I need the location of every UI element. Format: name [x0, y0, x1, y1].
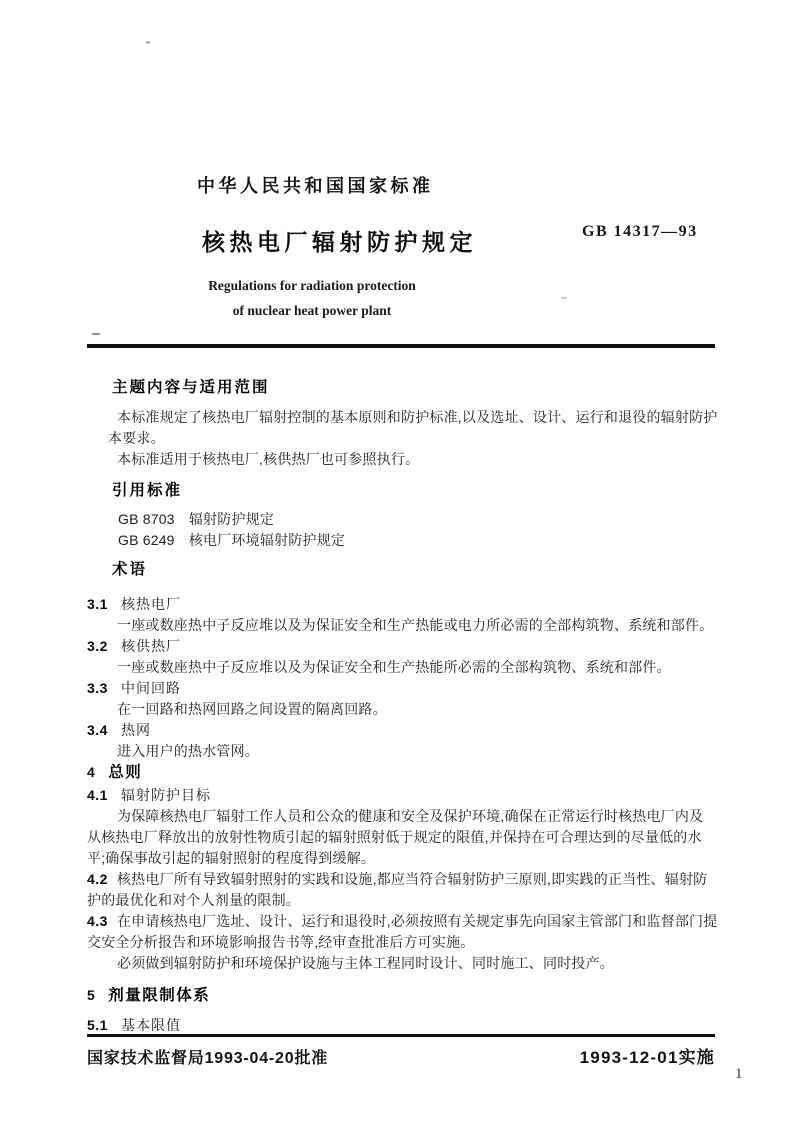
clause-heading [87, 636, 715, 657]
clause-title: 热网 [120, 722, 151, 738]
clause-number: 3.3 [87, 680, 108, 696]
clause-heading [87, 720, 715, 741]
clause-text: 核热电厂所有导致辐射照射的实践和设施,都应当符合辐射防护三原则,即实践的正当性、辐射防 [116, 871, 708, 887]
header-rule [87, 344, 715, 348]
paragraph-line: 本标准适用于核热电厂,核供热厂也可参照执行。 [117, 451, 420, 467]
clause-number: 5 [87, 987, 96, 1003]
document-title-english [87, 273, 537, 323]
scan-speck [146, 41, 150, 44]
clause-heading [87, 1015, 715, 1036]
clause-number: 3.4 [87, 722, 108, 738]
clause-title: 基本限值 [120, 1017, 181, 1033]
standard-code: GB 14317—93 [582, 223, 698, 240]
paragraph-line: 本要求。 [108, 430, 165, 446]
section-heading-dose-limits [87, 985, 715, 1006]
clause-number: 4.3 [87, 913, 108, 929]
paragraph-line: 必须做到辐射防护和环境保护设施与主体工程同时设计、同时施工、同时投产。 [117, 955, 614, 971]
clause-title: 辐射防护目标 [120, 787, 211, 803]
scan-speck [92, 333, 100, 335]
section-heading-terms: 术语 [112, 561, 148, 578]
clause-number: 3.2 [87, 638, 108, 654]
document-title: 核热电厂辐射防护规定 [202, 229, 477, 255]
clause-title: 剂量限制体系 [108, 987, 211, 1004]
clause-heading [87, 594, 715, 615]
reference-item: GB 8703 辐射防护规定 [118, 511, 275, 527]
reference-item: GB 6249 核电厂环境辐射防护规定 [118, 532, 346, 548]
standard-label: 中华人民共和国国家标准 [197, 176, 434, 196]
paragraph-line: 交安全分析报告和环境影响报告书等,经审查批准后方可实施。 [87, 934, 475, 950]
paragraph-line: 本标准规定了核热电厂辐射控制的基本原则和防护标准,以及选址、设计、运行和退役的辐射防护 [117, 409, 718, 425]
clause-number: 4 [87, 764, 96, 780]
clause-paragraph [87, 869, 715, 890]
paragraph-line: 从核热电厂释放出的放射性物质引起的辐射照射低于规定的限值,并保持在可合理达到的尽量低的水 [87, 829, 702, 845]
clause-text: 在申请核热电厂选址、设计、运行和退役时,必须按照有关规定事先向国家主管部门和监督部门提 [116, 913, 718, 929]
paragraph-line: 为保障核热电厂辐射工作人员和公众的健康和安全及保护环境,确保在正常运行时核热电厂内及 [117, 808, 704, 824]
clause-number: 3.1 [87, 596, 108, 612]
paragraph-line: 平;确保事故引起的辐射照射的程度得到缓解。 [87, 850, 376, 866]
clause-number: 4.2 [87, 871, 108, 887]
paragraph-line: 一座或数座热中子反应堆以及为保证安全和生产热能或电力所必需的全部构筑物、系统和部件。 [117, 617, 714, 633]
paragraph-line: 在一回路和热网回路之间设置的隔离回路。 [117, 701, 387, 717]
document-body [87, 377, 718, 1036]
approval-info: 国家技术监督局1993-04-20批准 [87, 1050, 329, 1067]
clause-heading [87, 785, 715, 806]
clause-number: 4.1 [87, 787, 108, 803]
title-en-line1: Regulations for radiation protection [208, 278, 416, 293]
paragraph-line: 进入用户的热水管网。 [117, 743, 259, 759]
section-heading-scope: 主题内容与适用范围 [112, 379, 270, 396]
clause-title: 核热电厂 [120, 596, 181, 612]
scan-speck [561, 297, 567, 299]
section-heading-references: 引用标准 [112, 482, 183, 499]
title-en-line2: of nuclear heat power plant [232, 303, 392, 318]
clause-heading [87, 678, 715, 699]
section-heading-general [87, 762, 715, 783]
paragraph-line: 一座或数座热中子反应堆以及为保证安全和生产热能所必需的全部构筑物、系统和部件。 [117, 659, 671, 675]
footer-rule [87, 1034, 715, 1037]
footer [87, 1043, 715, 1068]
clause-title: 中间回路 [120, 680, 181, 696]
clause-number: 5.1 [87, 1017, 108, 1033]
clause-paragraph [87, 911, 718, 932]
paragraph-line: 护的最优化和对个人剂量的限制。 [87, 892, 300, 908]
clause-title: 总则 [108, 764, 143, 781]
implementation-date: 1993-12-01实施 [579, 1048, 715, 1067]
page-number: 1 [735, 1066, 743, 1082]
clause-title: 核供热厂 [120, 638, 181, 654]
